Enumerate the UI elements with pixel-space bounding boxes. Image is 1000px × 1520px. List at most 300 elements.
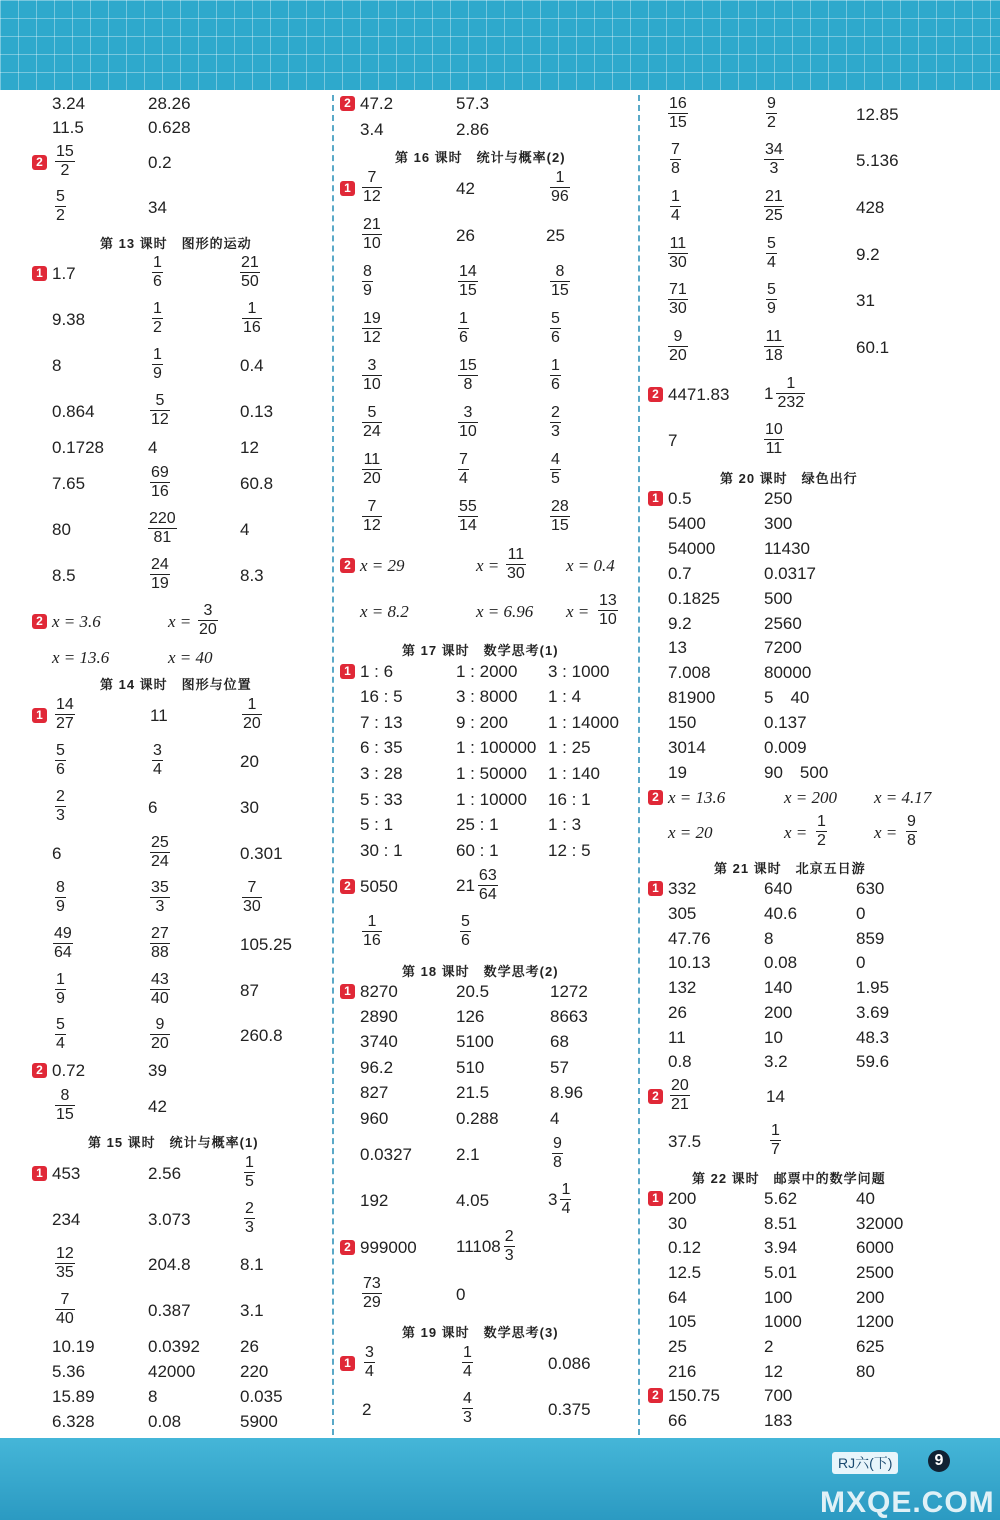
fraction [55,1292,75,1327]
answer-value: 0.1728 [52,438,104,457]
answer-value [242,880,262,915]
denominator: 24 [363,423,381,440]
answer-value: 25 [546,226,565,245]
answer-value: 3740 [360,1032,398,1051]
answer-value: 87 [240,981,259,1000]
answer-value: 7200 [764,638,802,657]
fraction [764,422,784,457]
denominator: 15 [551,282,569,299]
fraction [53,926,73,961]
lesson-heading: 第 22 课时 邮票中的数学问题 [692,1171,886,1186]
denominator: 10 [363,235,381,252]
answer-value [598,593,618,628]
answer-value [55,1017,66,1052]
fraction [150,926,170,961]
numerator: 1 [245,1154,254,1171]
lesson-heading: 第 18 课时 数学思考(2) [402,964,559,979]
denominator: 35 [56,1264,74,1281]
whole-part: 11108 [456,1237,501,1256]
fraction [242,880,262,915]
answer-value: 42 [456,179,475,198]
answer-value [362,914,382,949]
denominator: 3 [551,423,560,440]
answer-value: 4 [240,520,250,539]
answer-value [764,422,784,457]
answer-value [150,465,170,500]
answer-value [55,1246,75,1281]
answer-value: 0.864 [52,402,95,421]
lesson-heading: 第 13 课时 图形的运动 [100,236,252,251]
answer-value: 250 [764,489,793,508]
answer-value: 0 [856,953,866,972]
answer-value: 2500 [856,1263,894,1282]
answer-value: 0.4 [240,356,264,375]
answer-value: 2.1 [456,1145,480,1164]
answer-value: 3.24 [52,94,86,113]
answer-value: 0.13 [240,402,274,421]
fraction [242,301,262,336]
denominator: 2 [60,162,70,179]
fraction [152,347,163,382]
denominator: 14 [459,517,477,534]
answer-value: 8.3 [240,566,264,585]
mixed-number [764,376,805,411]
answer-value: x = 6.96 [476,602,534,621]
answer-value: 1 : 2000 [456,662,518,681]
answer-value: 3 : 8000 [456,687,518,706]
numerator: 35 [151,879,169,896]
answer-value [55,880,66,915]
answer-value: 12.85 [856,105,899,124]
answer-value: 10 [764,1028,783,1047]
answer-value [244,1155,255,1190]
answer-value: 0.2 [148,153,172,172]
answer-value: x = [476,556,500,575]
answer-value: 0.301 [240,844,283,863]
numerator: 1 [551,357,560,374]
fraction [362,452,382,487]
lesson-heading: 第 17 课时 数学思考(1) [402,643,559,658]
fraction [668,96,688,131]
denominator: 30 [507,565,525,582]
answer-value: 105.25 [240,935,292,954]
denominator: 9 [767,300,776,317]
fraction [598,593,618,628]
denominator: 40 [151,990,169,1007]
answer-value [668,329,688,364]
answer-value [458,358,478,393]
answer-value [550,452,561,487]
answer-value: 0.288 [456,1109,499,1128]
answer-value: 0.8 [668,1052,692,1071]
fraction [150,557,170,592]
answer-value: 640 [764,879,793,898]
denominator: 20 [151,1035,169,1052]
answer-value: 3.2 [764,1052,788,1071]
numerator: 69 [151,464,169,481]
answer-value [55,144,75,179]
answer-value: 5 40 [764,688,810,707]
answer-value: 2 [362,1400,372,1419]
answer-value: 0.387 [148,1301,191,1320]
fraction [668,236,688,271]
numerator: 4 [551,451,560,468]
fraction [816,814,827,849]
question-number-badge: 2 [32,1063,47,1078]
fraction [550,405,561,440]
fraction [670,189,681,224]
answer-value [362,264,373,299]
answer-value: 2.86 [456,120,490,139]
answer-value [550,405,561,440]
answer-value [456,1229,515,1264]
answer-value: 7.65 [52,474,86,493]
answer-value: x = [874,823,898,842]
answer-value: 0.086 [548,1354,591,1373]
answer-value: 1 : 140 [548,764,600,783]
answer-value: 8.1 [240,1255,264,1274]
fraction [55,189,66,224]
answer-value: 150.75 [668,1386,720,1405]
question-number-badge: 2 [648,790,663,805]
answer-value [150,835,170,870]
fraction [770,1123,781,1158]
answer-value: x = 29 [360,556,405,575]
numerator: 25 [151,834,169,851]
denominator: 6 [459,329,468,346]
fraction [552,1136,563,1171]
answer-value: 140 [764,978,793,997]
denominator: 8 [553,1154,562,1171]
answer-value: 21.5 [456,1083,490,1102]
answer-value [458,452,469,487]
answer-value: 2.56 [148,1164,182,1183]
fraction [150,393,170,428]
numerator: 3 [203,602,213,619]
numerator: 1 [153,346,162,363]
watermark: MXQE.COM [820,1486,995,1519]
denominator: 20 [363,470,381,487]
fraction [242,697,262,732]
answer-value: 5 : 33 [360,790,403,809]
numerator: 1 [463,1344,472,1361]
answer-value: 30 [240,798,259,817]
answer-value: 57.3 [456,94,490,113]
question-number-badge: 1 [340,1356,355,1371]
answer-value: 5900 [240,1412,278,1431]
answer-value: 2 [764,1337,774,1356]
answer-value: 150 [668,713,697,732]
denominator: 88 [151,944,169,961]
numerator: 11 [765,328,783,345]
answer-value: 300 [764,514,793,533]
answer-value: 960 [360,1109,389,1128]
answer-value [550,311,561,346]
answer-value: 10.13 [668,953,711,972]
answer-value [150,880,170,915]
numerator: 12 [56,1245,74,1262]
answer-value: 37.5 [668,1132,702,1151]
answer-value: 1.95 [856,978,890,997]
fraction [458,311,469,346]
fraction [362,358,382,393]
answer-value: 42000 [148,1362,196,1381]
denominator: 15 [669,114,687,131]
answer-value [362,405,382,440]
answer-value: 0.5 [668,489,692,508]
answer-value: 11 [668,1028,686,1047]
fraction [458,358,478,393]
answer-value: 0.72 [52,1061,86,1080]
numerator: 1 [817,813,826,830]
fraction [364,1345,375,1380]
answer-value: 12.5 [668,1263,702,1282]
numerator: 3 [367,357,377,374]
answer-value: 2560 [764,614,802,633]
denominator: 10 [459,423,477,440]
numerator: 2 [56,788,65,805]
fraction [152,743,163,778]
answer-value: 7 : 13 [360,713,403,732]
denominator: 25 [765,207,783,224]
answer-value: 47.2 [360,94,394,113]
denominator: 3 [463,1409,472,1426]
denominator: 5 [551,470,560,487]
answer-value: 25 : 1 [456,815,499,834]
denominator: 4 [153,761,162,778]
answer-value: 1000 [764,1312,802,1331]
numerator: 1 [153,254,162,271]
answer-value: 10.19 [52,1337,95,1356]
fraction [150,835,170,870]
answer-value: x = 13.6 [668,788,726,807]
fraction [458,452,469,487]
numerator: 5 [155,392,165,409]
answer-value: 26 [668,1003,687,1022]
answer-value: x = 200 [784,788,838,807]
denominator: 6 [153,273,162,290]
numerator: 9 [673,328,683,345]
fraction [362,914,382,949]
numerator: 220 [149,510,176,527]
answer-value: 26 [456,226,475,245]
answer-value [152,743,163,778]
answer-value: 1 : 25 [548,738,591,757]
answer-value: x = 3.6 [52,612,101,631]
answer-value [460,914,471,949]
answer-value [906,814,917,849]
denominator: 15 [459,282,477,299]
question-number-badge: 2 [648,1388,663,1403]
answer-value: 5100 [456,1032,494,1051]
numerator: 9 [767,95,776,112]
fraction [478,868,498,903]
answer-value: 220 [240,1362,269,1381]
numerator: 1 [671,188,680,205]
answer-value [766,96,777,131]
answer-value [148,511,177,546]
answer-value: 4 [550,1109,560,1128]
question-number-badge: 2 [340,879,355,894]
answer-value [53,926,73,961]
question-number-badge: 1 [340,181,355,196]
answer-value: x = 13.6 [52,648,110,667]
answer-value [764,189,784,224]
answer-value: 8.96 [550,1083,584,1102]
numerator: 1 [247,696,257,713]
answer-value: x = 4.17 [874,788,932,807]
denominator: 2 [767,114,776,131]
answer-value: 28.26 [148,94,191,113]
answer-value: x = [168,612,192,631]
denominator: 12 [363,329,381,346]
denominator: 64 [54,944,72,961]
answer-value: 81900 [668,688,716,707]
answer-value: 332 [668,879,697,898]
answer-value [668,282,688,317]
answer-value: 47.76 [668,929,711,948]
numerator: 3 [365,1344,374,1361]
whole-part: 21 [456,876,475,895]
answer-value [240,255,260,290]
numerator: 7 [459,451,468,468]
answer-value: 5400 [668,514,706,533]
numerator: 7 [671,141,680,158]
denominator: 4 [365,1363,374,1380]
answer-value: x = 8.2 [360,602,409,621]
answer-value: 3.4 [360,120,384,139]
answer-value [55,697,75,732]
answer-value: 1 : 14000 [548,713,619,732]
answer-value [242,301,262,336]
denominator: 20 [669,347,687,364]
answer-value: 0.08 [764,953,798,972]
answer-value [244,1201,255,1236]
numerator: 3 [153,742,162,759]
answer-value: 5.62 [764,1189,798,1208]
answer-value: 42 [148,1097,167,1116]
numerator: 55 [459,498,477,515]
denominator: 30 [243,898,261,915]
question-number-badge: 2 [32,155,47,170]
numerator: 11 [669,235,687,252]
answer-value: 7 [668,431,678,450]
answer-value: 999000 [360,1238,417,1257]
denominator: 4 [459,470,468,487]
answer-value: 25 [668,1337,687,1356]
answer-value [150,393,170,428]
answer-value [668,96,688,131]
fraction [458,264,478,299]
denominator: 9 [153,365,162,382]
answer-value [550,170,570,205]
numerator: 13 [599,592,617,609]
answer-value: 40 [856,1189,875,1208]
answer-value: 3 : 28 [360,764,403,783]
numerator: 8 [555,263,565,280]
answer-value: 80 [52,520,71,539]
numerator: 2 [551,404,560,421]
answer-value: 68 [550,1032,569,1051]
answer-value: 0.0327 [360,1145,412,1164]
denominator: 8 [907,832,916,849]
question-number-badge: 1 [648,491,663,506]
numerator: 14 [56,696,74,713]
answer-value [770,1123,781,1158]
answer-value: 5.136 [856,151,899,170]
answer-value: 0.12 [668,1238,702,1257]
denominator: 4 [463,1363,472,1380]
answer-value [550,358,561,393]
answer-value: 12 [764,1362,783,1381]
fraction [150,972,170,1007]
answer-value: 132 [668,978,697,997]
numerator: 24 [151,556,169,573]
answer-value: 60 : 1 [456,841,499,860]
answer-value: 34 [148,198,167,217]
fraction [550,358,561,393]
mixed-number [548,1182,571,1217]
answer-value [458,499,478,534]
numerator: 15 [56,143,74,160]
denominator: 18 [765,347,783,364]
numerator: 2 [504,1228,514,1245]
column-separator [332,95,334,1435]
numerator: 11 [507,546,525,563]
answer-value [198,603,218,638]
numerator: 21 [765,188,783,205]
answer-value: 40.6 [764,904,798,923]
fraction [764,329,784,364]
answer-value: 1 : 50000 [456,764,527,783]
question-number-badge: 2 [340,96,355,111]
answer-value: 80000 [764,663,812,682]
fraction [55,743,66,778]
denominator: 4 [767,254,776,271]
answer-value: 1 : 4 [548,687,582,706]
answer-value [764,376,805,411]
answer-value: 9.38 [52,310,86,329]
column-separator [638,95,640,1435]
fraction [55,697,75,732]
answer-value: 0.1825 [668,589,720,608]
answer-value: 3014 [668,738,706,757]
answer-value: 0.08 [148,1412,182,1431]
answer-value [242,697,262,732]
lesson-heading: 第 16 课时 统计与概率(2) [395,150,566,165]
denominator: 2 [153,319,162,336]
fraction [766,236,777,271]
answer-value: 200 [668,1189,697,1208]
numerator: 49 [54,925,72,942]
answer-value: 5.36 [52,1362,86,1381]
question-number-badge: 1 [32,266,47,281]
denominator: 24 [151,853,169,870]
answer-value: 3.94 [764,1238,798,1257]
denominator: 3 [504,1247,514,1264]
denominator: 96 [551,188,569,205]
answer-value [552,1136,563,1171]
answer-value [362,452,382,487]
fraction [668,282,688,317]
answer-value [362,499,382,534]
question-number-badge: 1 [340,984,355,999]
numerator: 1 [367,913,377,930]
fraction [362,217,382,252]
answer-value: 8663 [550,1007,588,1026]
answer-value: 6 [148,798,158,817]
denominator: 19 [151,575,169,592]
